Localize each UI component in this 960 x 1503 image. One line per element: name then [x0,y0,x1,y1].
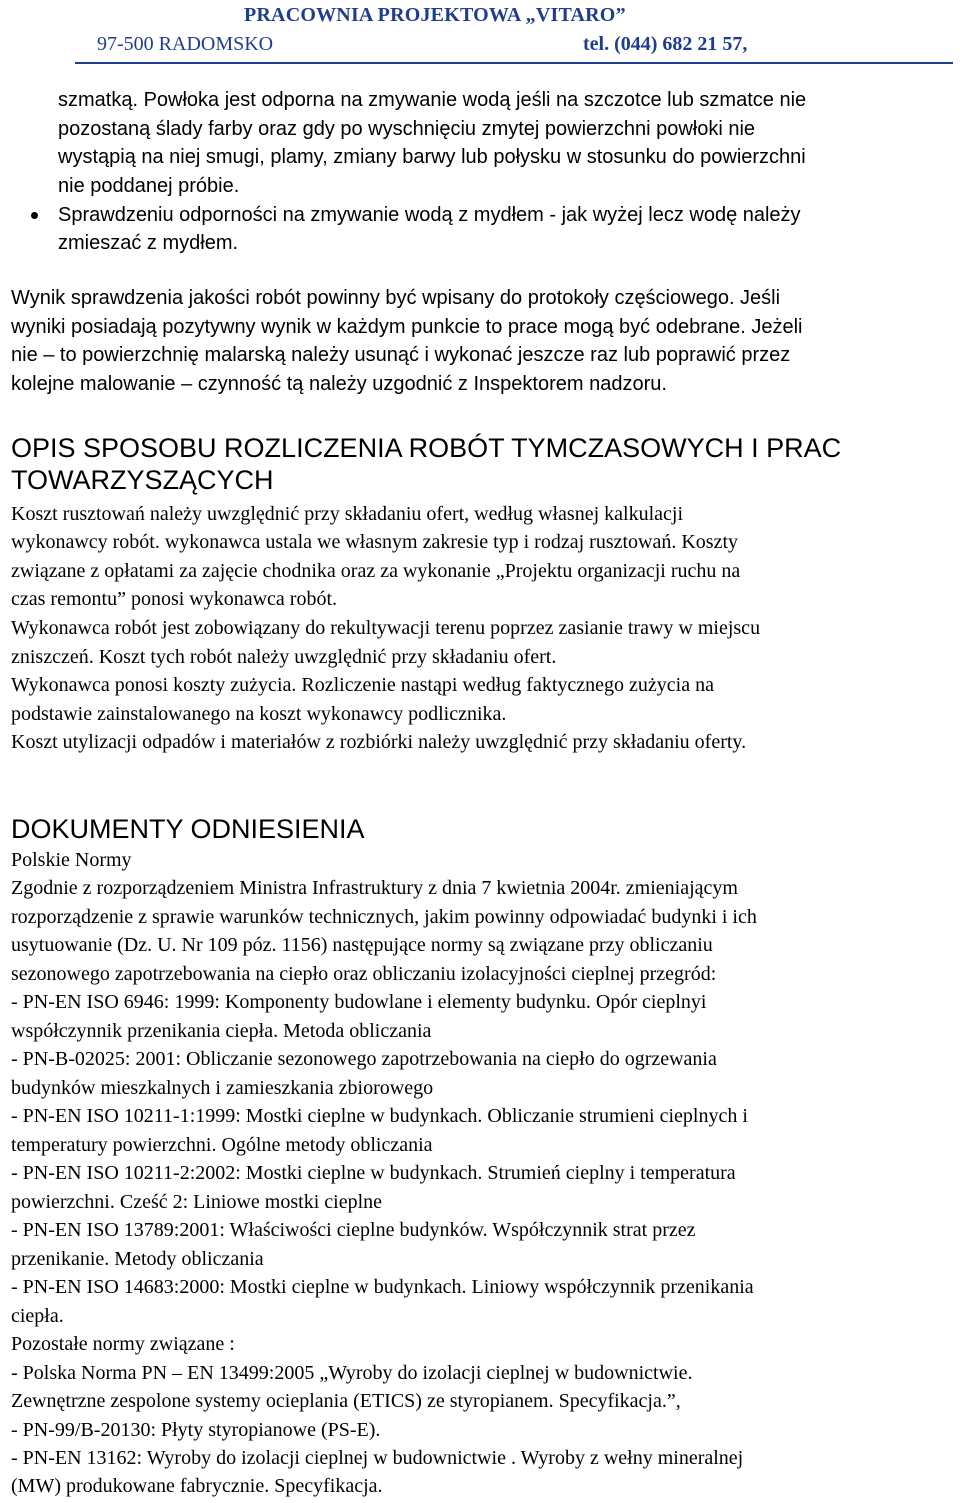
text-line: podstawie zainstalowanego na koszt wykonawcy podlicznika. [11,703,507,725]
text-line: przenikanie. Metody obliczania [11,1248,264,1270]
text-line: - PN-EN 13162: Wyroby do izolacji cieplnej w budownictwie . Wyroby z wełny mineralnej [11,1447,744,1469]
text-line: kolejne malowanie – czynność tą należy uzgodnić z Inspektorem nadzoru. [11,373,667,395]
bullet-icon [31,212,38,219]
text-line: wykonawcy robót. wykonawca ustala we własnym zakresie typ i rodzaj rusztowań. Koszty [11,531,739,553]
section-heading: TOWARZYSZĄCYCH [11,465,274,495]
text-line: powierzchni. Cześć 2: Liniowe mostki cieplne [11,1191,383,1213]
text-line: wyniki posiadają pozytywny wynik w każdym punkcie to prace mogą być odebrane. Jeżeli [11,316,803,338]
text-line: - PN-EN ISO 10211-1:1999: Mostki cieplne w budynkach. Obliczanie strumieni cieplnych i [11,1105,748,1127]
text-line: Koszt rusztowań należy uwzględnić przy składaniu ofert, według własnej kalkulacji [11,503,684,525]
section-heading: OPIS SPOSOBU ROZLICZENIA ROBÓT TYMCZASOWYCH I PRAC [11,433,842,463]
text-line: budynków mieszkalnych i zamieszkania zbiorowego [11,1077,434,1099]
text-line: współczynnik przenikania ciepła. Metoda obliczania [11,1020,432,1042]
text-line: Wykonawca robót jest zobowiązany do rekultywacji terenu poprzez zasianie trawy w miejscu [11,617,761,639]
text-line: - PN-EN ISO 6946: 1999: Komponenty budowlane i elementy budynku. Opór cieplnyi [11,991,707,1013]
text-line: - PN-EN ISO 13789:2001: Właściwości cieplne budynków. Współczynnik strat przez [11,1219,696,1241]
text-line: pozostaną ślady farby oraz gdy po wyschnięciu zmytej powierzchni powłoki nie [58,118,756,140]
text-line: szmatką. Powłoka jest odporna na zmywanie wodą jeśli na szczotce lub szmatce nie [58,89,807,111]
text-line: rozporządzenie z sprawie warunków technicznych, jakim powinny odpowiadać budynki i ich [11,906,757,928]
text-line: Sprawdzeniu odporności na zmywanie wodą z mydłem - jak wyżej lecz wodę należy [58,204,801,226]
text-line: - PN-EN ISO 10211-2:2002: Mostki cieplne w budynkach. Strumień cieplny i temperatura [11,1162,736,1184]
text-line: Wynik sprawdzenia jakości robót powinny być wpisany do protokoły częściowego. Jeśli [11,287,781,309]
text-line: Zgodnie z rozporządzeniem Ministra Infrastruktury z dnia 7 kwietnia 2004r. zmieniającym [11,877,738,899]
text-line: Pozostałe normy związane : [11,1333,235,1355]
company-name: PRACOWNIA PROJEKTOWA „VITARO” [244,4,626,26]
text-line: Wykonawca ponosi koszty zużycia. Rozliczenie nastąpi według faktycznego zużycia na [11,674,714,696]
text-line: - PN-99/B-20130: Płyty styropianowe (PS-E). [11,1419,381,1441]
text-line: - PN-B-02025: 2001: Obliczanie sezonowego zapotrzebowania na ciepło do ogrzewania [11,1048,717,1070]
text-line: usytuowanie (Dz. U. Nr 109 póz. 1156) następujące normy są związane przy obliczaniu [11,934,713,956]
text-line: Zewnętrzne zespolone systemy ocieplania (ETICS) ze styropianem. Specyfikacja.”, [11,1390,681,1412]
text-line: temperatury powierzchni. Ogólne metody obliczania [11,1134,433,1156]
text-line: - Polska Norma PN – EN 13499:2005 „Wyroby do izolacji cieplnej w budownictwie. [11,1362,693,1384]
header-divider [75,62,953,64]
text-line: sezonowego zapotrzebowania na ciepło oraz obliczaniu izolacyjności cieplnej przegród: [11,963,717,985]
text-line: związane z opłatami za zajęcie chodnika oraz za wykonanie „Projektu organizacji ruchu na [11,560,741,582]
text-line: zniszczeń. Koszt tych robót należy uwzględnić przy składaniu ofert. [11,646,557,668]
text-line: wystąpią na niej smugi, plamy, zmiany barwy lub połysku w stosunku do powierzchni [58,146,806,168]
text-line: ciepła. [11,1305,64,1327]
text-line: czas remontu” ponosi wykonawca robót. [11,588,338,610]
text-line: (MW) produkowane fabrycznie. Specyfikacja. [11,1475,383,1497]
text-line: Koszt utylizacji odpadów i materiałów z rozbiórki należy uwzględnić przy składaniu oferty. [11,731,747,753]
company-address: 97-500 RADOMSKO [97,33,274,55]
company-phone: tel. (044) 682 21 57, [583,33,748,55]
text-line: Polskie Normy [11,849,132,871]
text-line: - PN-EN ISO 14683:2000: Mostki cieplne w budynkach. Liniowy współczynnik przenikania [11,1276,754,1298]
text-line: nie poddanej próbie. [58,175,240,197]
section-heading: DOKUMENTY ODNIESIENIA [11,814,365,844]
text-line: zmieszać z mydłem. [58,232,239,254]
text-line: nie – to powierzchnię malarską należy usunąć i wykonać jeszcze raz lub poprawić przez [11,344,791,366]
